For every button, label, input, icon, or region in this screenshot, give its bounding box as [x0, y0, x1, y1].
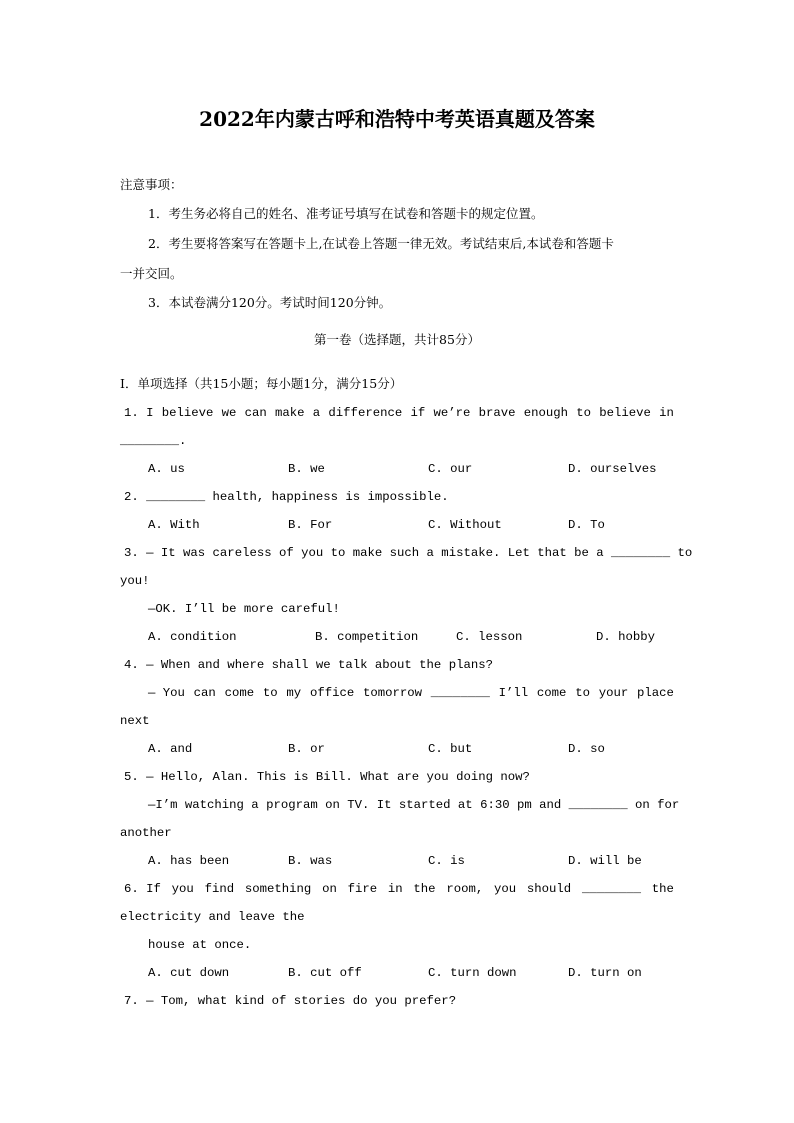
- question-6-line-2: electricity and leave the: [120, 910, 305, 924]
- question-1-line-1: [124, 405, 674, 421]
- question-2-line-1: 2. ________ health, happiness is impossible.: [124, 490, 449, 504]
- word: tomorrow: [362, 686, 423, 700]
- notice-item-1: 1．考生务必将自己的姓名、准考证号填写在试卷和答题卡的规定位置。: [148, 206, 544, 221]
- question-3-line-3: —OK. I’ll be more careful!: [148, 602, 340, 616]
- word: something: [244, 882, 312, 896]
- option-d: D. ourselves: [568, 462, 657, 476]
- word: come: [224, 686, 255, 700]
- word: you: [494, 882, 517, 896]
- word: can: [244, 406, 267, 420]
- option-a: A. With: [148, 518, 200, 532]
- option-a: A. condition: [148, 630, 237, 644]
- option-c: C. is: [428, 854, 465, 868]
- word: enough: [523, 406, 569, 420]
- word: your: [598, 686, 629, 700]
- option-d: D. turn on: [568, 966, 642, 980]
- question-4-line-3: next: [120, 714, 150, 728]
- word: place: [637, 686, 674, 700]
- word: can: [193, 686, 216, 700]
- word: the: [413, 882, 436, 896]
- option-b: B. was: [288, 854, 333, 868]
- word: come: [536, 686, 567, 700]
- word: room,: [446, 882, 484, 896]
- word: make: [275, 406, 305, 420]
- option-c: C. turn down: [428, 966, 517, 980]
- option-c: C. but: [428, 742, 473, 756]
- option-b: B. competition: [315, 630, 419, 644]
- question-5-line-2: —I’m watching a program on TV. It started at 6:30 pm and ________ on for: [148, 798, 680, 812]
- word: to: [262, 686, 278, 700]
- word: fire: [347, 882, 378, 896]
- option-b: B. cut off: [288, 966, 362, 980]
- word: ________: [430, 686, 490, 700]
- option-c: C. Without: [428, 518, 502, 532]
- volume-title: 第一卷（选择题，共计85分）: [314, 332, 480, 347]
- word: we: [221, 406, 237, 420]
- word: you: [171, 882, 194, 896]
- option-b: B. we: [288, 462, 325, 476]
- option-b: B. or: [288, 742, 325, 756]
- word: on: [322, 882, 337, 896]
- question-3-line-2: you!: [120, 574, 150, 588]
- option-d: D. hobby: [596, 630, 656, 644]
- option-d: D. so: [568, 742, 605, 756]
- word: should: [526, 882, 572, 896]
- word: believe: [599, 406, 651, 420]
- question-7-line-1: 7. — Tom, what kind of stories do you prefer?: [124, 994, 457, 1008]
- question-3-line-1: 3. — It was careless of you to make such a mistake. Let that be a ________ to: [124, 546, 693, 560]
- question-4-line-2: [148, 685, 674, 701]
- notice-item-2: 2．考生要将答案写在答题卡上,在试卷上答题一律无效。考试结束后,本试卷和答题卡: [148, 236, 614, 251]
- word: my: [286, 686, 302, 700]
- option-c: C. lesson: [456, 630, 523, 644]
- word: brave: [478, 406, 516, 420]
- option-c: C. our: [428, 462, 473, 476]
- notice-item-3: 3．本试卷满分120分。考试时间120分钟。: [148, 295, 392, 310]
- question-1-line-2: ________.: [120, 434, 187, 448]
- word: — You: [148, 686, 185, 700]
- word: find: [204, 882, 235, 896]
- word: 6. If: [124, 882, 161, 896]
- word: to: [575, 686, 590, 700]
- word: the: [651, 882, 674, 896]
- word: a: [312, 406, 321, 420]
- question-5-line-1: 5. — Hello, Alan. This is Bill. What are you doing now?: [124, 770, 530, 784]
- notice-item-2-cont: 一并交回。: [120, 266, 183, 281]
- question-6-line-1: [124, 881, 674, 897]
- option-a: A. has been: [148, 854, 230, 868]
- word: difference: [328, 406, 403, 420]
- option-d: D. To: [568, 518, 605, 532]
- word: to: [576, 406, 592, 420]
- option-a: A. and: [148, 742, 193, 756]
- question-4-line-1: 4. — When and where shall we talk about the plans?: [124, 658, 493, 672]
- question-5-line-3: another: [120, 826, 172, 840]
- page-title: 2022年内蒙古呼和浩特中考英语真题及答案: [199, 107, 595, 131]
- option-b: B. For: [288, 518, 333, 532]
- notice-heading: 注意事项：: [120, 177, 183, 192]
- word: ________: [581, 882, 641, 896]
- word: 1. I: [124, 406, 154, 420]
- option-a: A. cut down: [148, 966, 230, 980]
- word: I’ll: [498, 686, 529, 700]
- word: if: [410, 406, 426, 420]
- word: we’re: [433, 406, 471, 420]
- option-d: D. will be: [568, 854, 642, 868]
- question-6-line-3: house at once.: [148, 938, 252, 952]
- word: in: [659, 406, 674, 420]
- option-a: A. us: [148, 462, 185, 476]
- word: believe: [161, 406, 214, 420]
- word: office: [309, 686, 355, 700]
- section-title: Ⅰ．单项选择（共15小题；每小题1分，满分15分）: [120, 376, 403, 391]
- word: in: [387, 882, 403, 896]
